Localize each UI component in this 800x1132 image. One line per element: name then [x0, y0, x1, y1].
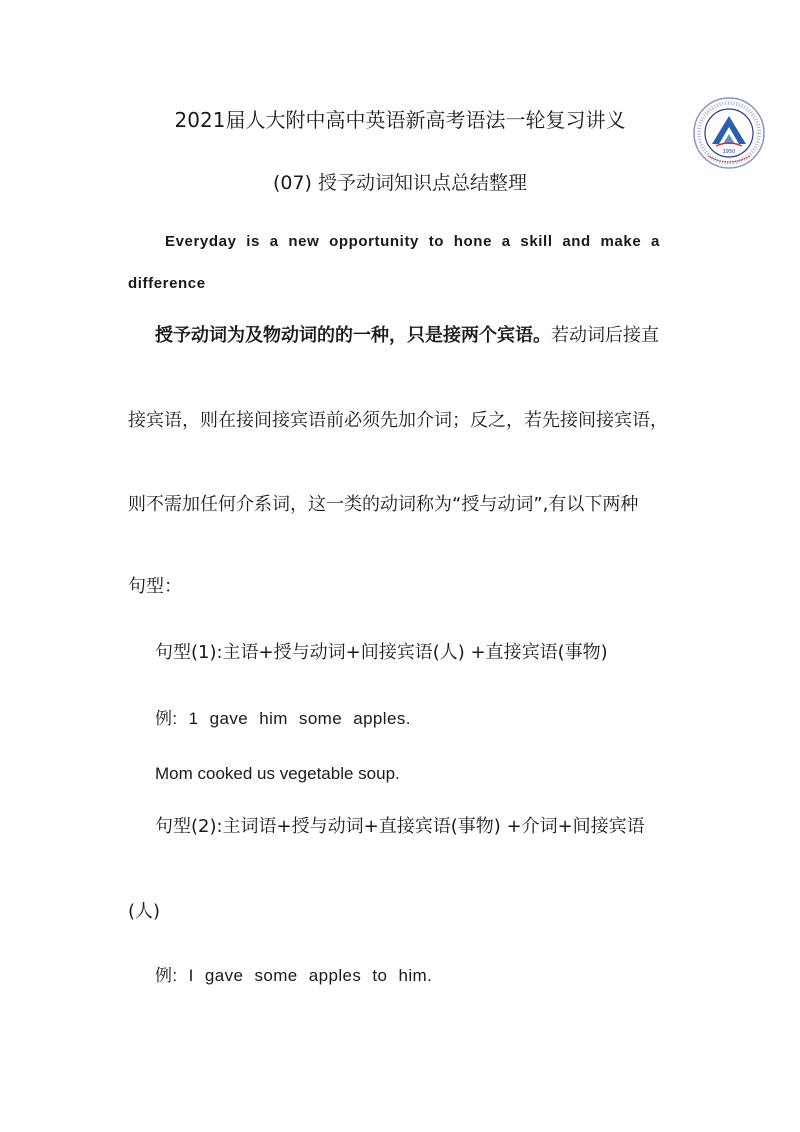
motto-line-2: difference	[128, 275, 206, 292]
pattern-1: 句型(1):主语+授与动词+间接宾语(人) +直接宾语(事物)	[155, 642, 608, 663]
motto-word: and	[562, 233, 591, 250]
motto-word: make	[600, 233, 642, 250]
paragraph-1-line-4: 句型：	[128, 576, 182, 597]
paragraph-1-line-1	[155, 325, 659, 347]
example-1-a: 例: 1 gave him some apples.	[155, 709, 411, 728]
paragraph-1-line-2: 接宾语，则在接间接宾语前必须先加介词；反之，若先接间接宾语，	[128, 410, 668, 431]
motto-word: Everyday	[165, 233, 237, 250]
pattern-2-line-2: (人)	[128, 901, 161, 922]
paragraph-1-bold: 授予动词为及物动词的的一种，只是接两个宾语。	[155, 325, 551, 346]
motto-word: hone	[453, 233, 493, 250]
motto-word: skill	[520, 233, 553, 250]
example-2: 例: I gave some apples to him.	[155, 966, 433, 985]
document-subtitle: (07) 授予动词知识点总结整理	[272, 172, 528, 194]
motto-word: new	[288, 233, 320, 250]
document-title: 2021届人大附中高中英语新高考语法一轮复习讲义	[174, 108, 626, 132]
motto-word: a	[501, 233, 511, 250]
motto-word: to	[428, 233, 445, 250]
logo-year: 1950	[722, 149, 736, 155]
pattern-2-line-1: 句型(2):主词语+授与动词+直接宾语(事物) +介词+间接宾语	[155, 816, 645, 837]
motto-word: a	[269, 233, 279, 250]
motto-word: a	[650, 233, 660, 250]
motto-word: is	[246, 233, 260, 250]
motto-line-1	[165, 233, 660, 251]
paragraph-1-rest: 若动词后接直	[551, 325, 659, 346]
example-1-b: Mom cooked us vegetable soup.	[155, 764, 400, 783]
paragraph-1-line-3: 则不需加任何介系词，这一类的动词称为“授与动词”,有以下两种	[128, 494, 639, 515]
motto-word: opportunity	[329, 233, 419, 250]
